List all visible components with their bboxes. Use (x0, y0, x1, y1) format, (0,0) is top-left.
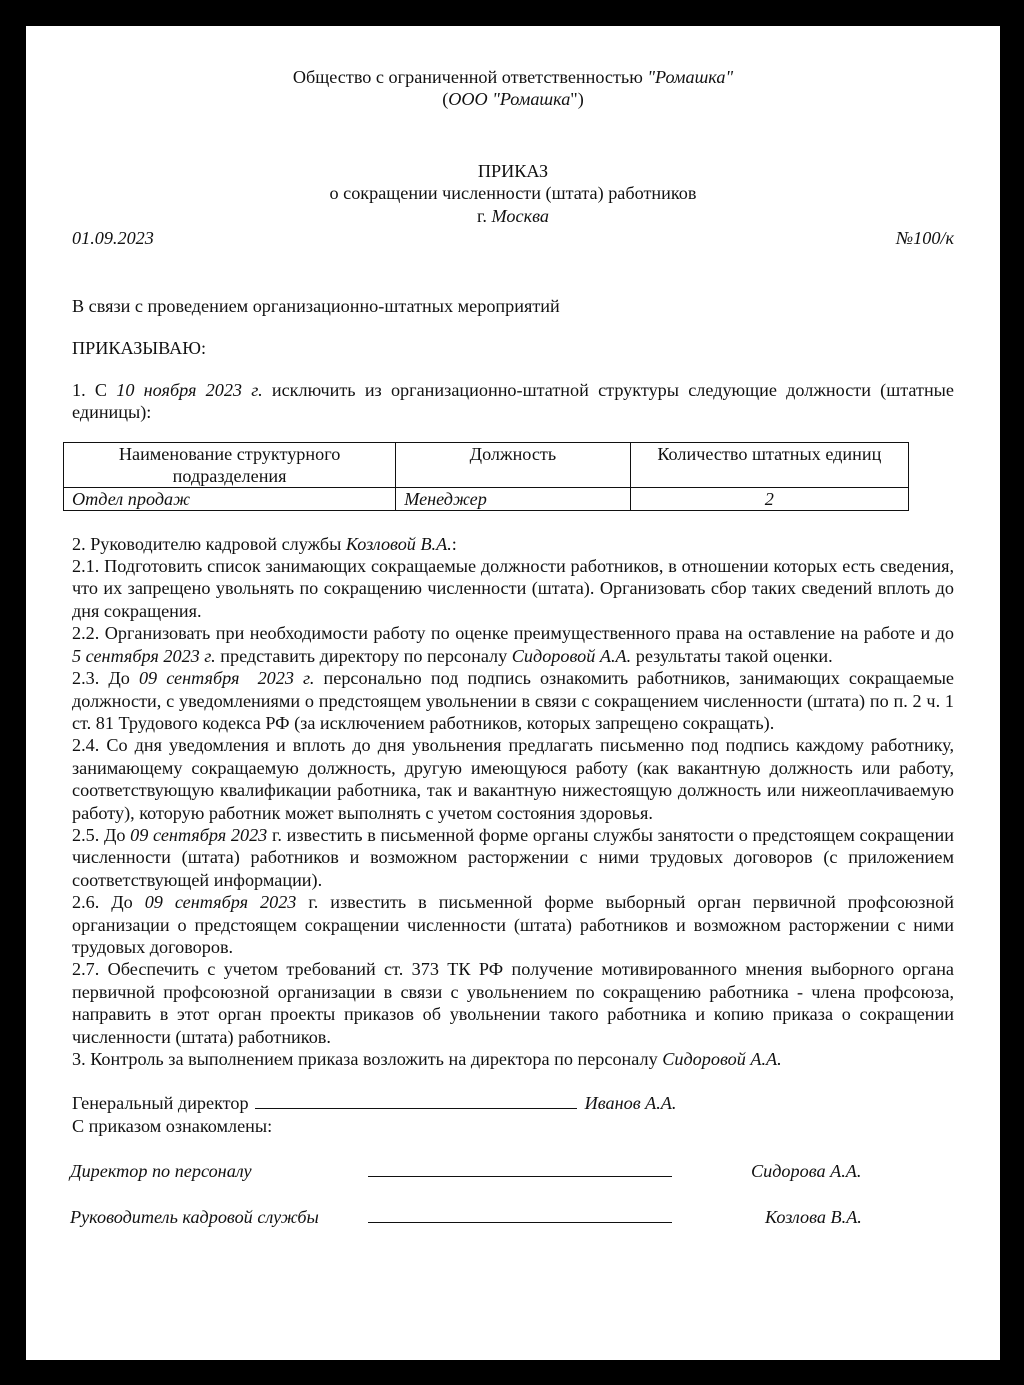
table-cell-count: 2 (630, 487, 908, 510)
order-subtitle: о сокращении численности (штата) работников (329, 183, 697, 204)
organization-name: Общество с ограниченной ответственностью "Ромашка" (ООО "Ромашка") (292, 67, 734, 110)
staff-units-table (63, 442, 909, 511)
table-header-department: Наименование структурного подразделения (64, 442, 396, 487)
signature-line (368, 1206, 672, 1223)
order-title: ПРИКАЗ (477, 160, 549, 181)
signature-block (72, 1092, 954, 1228)
item-2: 2. Руководителю кадровой службы Козловой В.А.: (72, 533, 457, 554)
order-document (72, 66, 954, 1228)
item-2-5: 2.5. До 09 сентября 2023 г. известить в письменной форме органы службы занятости о предстоящем сокращении численности (штата) работников и возможном расторжении с ними трудовых договоров (с приложением соответствующей информации). (72, 824, 954, 890)
preamble: В связи с проведением организационно-штатных мероприятий (72, 296, 560, 317)
item-2-2: 2.2. Организовать при необходимости работу по оценке преимущественного права на оставление на работе и до 5 сентября 2023 г. представить директору по персоналу Сидоровой А.А. результаты такой оценки. (72, 623, 954, 666)
order-number: №100/к (896, 228, 954, 249)
item-2-4: 2.4. Со дня уведомления и вплоть до дня увольнения предлагать письменно под подпись каждому работнику, занимающему сокращаемую должность, другую имеющуюся работу (как вакантную должность или работу, соответствующую квалификации работника, так и вакантную нижестоящую должность или нижеоплачиваемую работу), которую работник может выполнять с учетом состояния здоровья. (72, 735, 954, 823)
signature-line (255, 1092, 577, 1109)
order-items (72, 533, 954, 1071)
table-row (64, 487, 909, 510)
table-cell-department: Отдел продаж (64, 487, 396, 510)
table-cell-position: Менеджер (396, 487, 630, 510)
item-2-6: 2.6. До 09 сентября 2023 г. известить в письменной форме выборный орган первичной профсоюзной организации о предстоящем сокращении численности (штата) работников и возможном расторжении с ними трудовых договоров. (72, 892, 954, 957)
director-signature: Генеральный директор Иванов А.А. (72, 1093, 677, 1114)
acknowledgement-row: Директор по персоналу Сидорова А.А. (70, 1161, 862, 1182)
item-2-7: 2.7. Обеспечить с учетом требований ст. 373 ТК РФ получение мотивированного мнения выборного органа первичной профсоюзной организации в связи с увольнением по сокращению работника - члена профсоюза, направить в этот орган проекты приказов об увольнении такого работника и копию приказа о сокращении численности (штата) работников. (72, 959, 954, 1047)
acknowledgement-title: С приказом ознакомлены: (72, 1115, 273, 1136)
item-2-3: 2.3. До 09 сентября 2023 г. персонально под подпись ознакомить работников, занимающих сокращаемые должности, с уведомлениями о предстоящем увольнении в связи с сокращением численности (штата) по п. 2 ч. 1 ст. 81 Трудового кодекса РФ (за исключением работников, которых запрещено сокращать). (72, 668, 954, 733)
document-page (26, 26, 1000, 1360)
order-date: 01.09.2023 (72, 228, 154, 249)
table-header-count: Количество штатных единиц (630, 442, 908, 487)
decree-word: ПРИКАЗЫВАЮ: (72, 338, 207, 359)
table-header-row (64, 442, 909, 487)
acknowledgement-row: Руководитель кадровой службы Козлова В.А. (70, 1207, 862, 1228)
item-2-1: 2.1. Подготовить список занимающих сокращаемые должности работников, в отношении которых есть сведения, что их запрещено увольнять по сокращению численности (штата). Организовать сбор таких сведений вплоть до дня сокращения. (72, 556, 954, 621)
signature-line (368, 1160, 672, 1177)
item-1: 1. С 10 ноября 2023 г. исключить из организационно-штатной структуры следующие должности (штатные единицы): (72, 379, 954, 423)
date-number-line (72, 227, 954, 249)
table-header-position: Должность (396, 442, 630, 487)
order-heading (72, 160, 954, 227)
order-city: г. Москва (477, 205, 549, 226)
item-3: 3. Контроль за выполнением приказа возложить на директора по персоналу Сидоровой А.А. (72, 1049, 782, 1069)
